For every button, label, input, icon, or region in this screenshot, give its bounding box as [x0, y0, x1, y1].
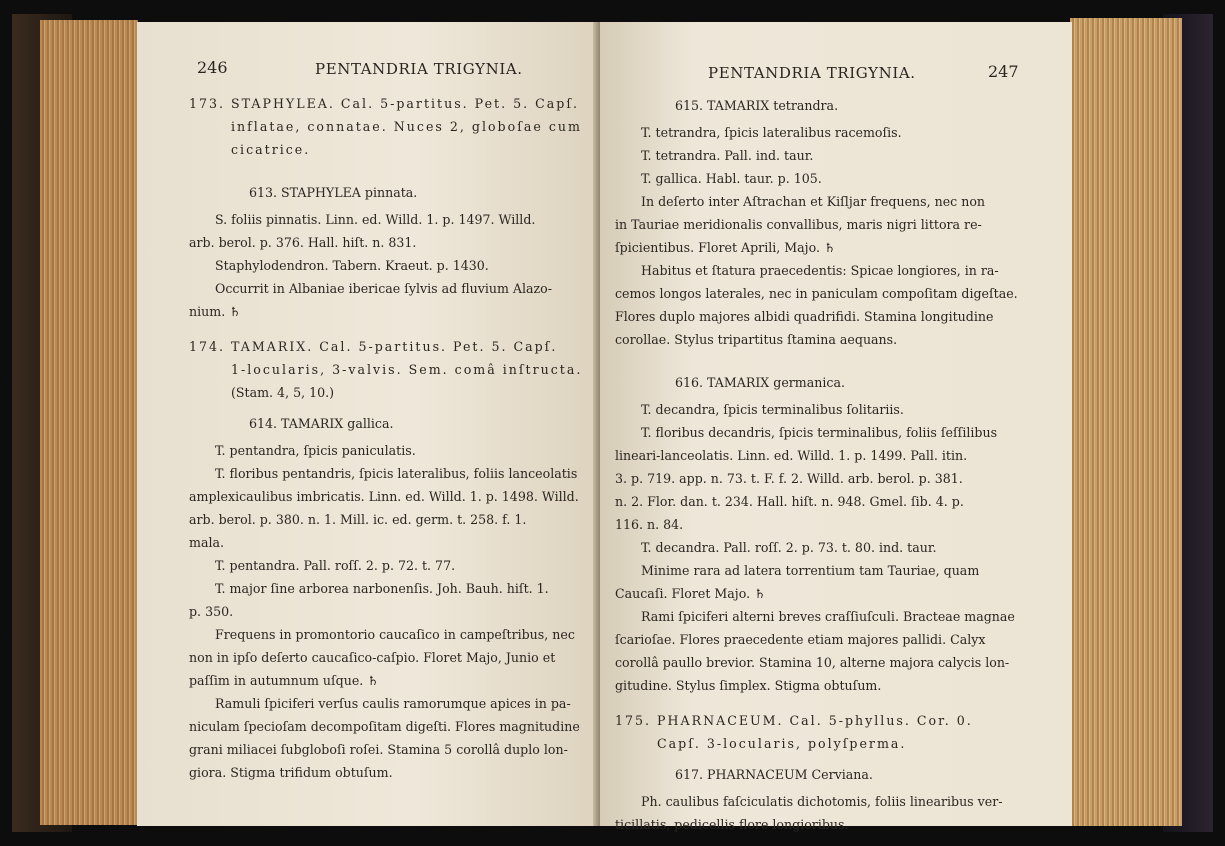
- text-line: Frequens in promontorio caucaſico in campeſtribus, nec: [215, 627, 575, 642]
- text-line: 3. p. 719. app. n. 73. t. F. f. 2. Willd. arb. berol. p. 381.: [615, 471, 963, 486]
- text-line: Minime rara ad latera torrentium tam Tauriae, quam: [641, 563, 980, 578]
- species-title: 613. STAPHYLEA pinnata.: [249, 185, 418, 200]
- text-line: Flores duplo majores albidi quadrifidi. Stamina longitudine: [615, 309, 994, 324]
- text-line: corollae. Stylus tripartitus ſtamina aequans.: [615, 332, 898, 347]
- text-line: Habitus et ſtatura praecedentis: Spicae longiores, in ra-: [641, 263, 999, 278]
- text-line: ticillatis, pedicellis flore longioribus.: [615, 817, 849, 832]
- left-page-text: [189, 92, 595, 784]
- text-line: 116. n. 84.: [615, 517, 684, 532]
- text-line: ſpicientibus. Floret Aprili, Majo. ♄: [615, 240, 836, 255]
- text-line: ſcarioſae. Flores praecedente etiam majores pallidi. Calyx: [615, 632, 986, 647]
- page-number: 246: [197, 58, 228, 77]
- text-line: S. foliis pinnatis. Linn. ed. Willd. 1. p. 1497. Willd.: [215, 212, 536, 227]
- genus-line: 1-locularis, 3-valvis. Sem. comâ inſtructa.: [231, 362, 583, 377]
- species-title: 614. TAMARIX gallica.: [249, 416, 394, 431]
- running-head: PENTANDRIA TRIGYNIA.: [708, 64, 916, 82]
- text-line: T. floribus pentandris, ſpicis lateralibus, foliis lanceolatis: [215, 466, 578, 481]
- text-line: paſſim in autumnum uſque. ♄: [189, 673, 379, 688]
- page-number: 247: [988, 62, 1019, 81]
- genus-entry-175: [615, 709, 1055, 755]
- left-page: [137, 22, 597, 826]
- text-line: arb. berol. p. 380. n. 1. Mill. ic. ed. germ. t. 258. f. 1.: [189, 512, 527, 527]
- text-line: T. decandra. Pall. roſſ. 2. p. 73. t. 80. ind. taur.: [641, 540, 937, 555]
- text-line: mala.: [189, 535, 224, 550]
- text-line: grani miliacei ſubgloboſi roſei. Stamina 5 corollâ duplo lon-: [189, 742, 568, 757]
- text-line: T. tetrandra, ſpicis lateralibus racemoſis.: [641, 125, 902, 140]
- text-line: p. 350.: [189, 604, 234, 619]
- genus-line: Capſ. 3-locularis, polyſperma.: [657, 736, 907, 751]
- genus-line: inflatae, connatae. Nuces 2, globoſae cum: [231, 119, 582, 134]
- text-line: In deſerto inter Aſtrachan et Kiſljar frequens, nec non: [641, 194, 986, 209]
- text-line: n. 2. Flor. dan. t. 234. Hall. hiſt. n. 948. Gmel. ſib. 4. p.: [615, 494, 964, 509]
- text-line: Rami ſpiciferi alterni breves craſſiuſculi. Bracteae magnae: [641, 609, 1015, 624]
- text-line: lineari-lanceolatis. Linn. ed. Willd. 1. p. 1499. Pall. itin.: [615, 448, 968, 463]
- right-page: [600, 22, 1072, 832]
- text-line: cemos longos laterales, nec in paniculam compoſitam digeſtae.: [615, 286, 1018, 301]
- running-head: PENTANDRIA TRIGYNIA.: [315, 60, 523, 78]
- text-line: amplexicaulibus imbricatis. Linn. ed. Willd. 1. p. 1498. Willd.: [189, 489, 579, 504]
- text-line: T. tetrandra. Pall. ind. taur.: [641, 148, 814, 163]
- right-page-text: [615, 94, 1055, 836]
- text-line: Ph. caulibus faſciculatis dichotomis, foliis linearibus ver-: [641, 794, 1003, 809]
- genus-line: (Stam. 4, 5, 10.): [231, 385, 335, 400]
- text-line: corollâ paullo brevior. Stamina 10, alterne majora calycis lon-: [615, 655, 1010, 670]
- genus-entry-174: [189, 335, 595, 404]
- text-line: T. pentandra. Pall. roſſ. 2. p. 72. t. 77.: [215, 558, 456, 573]
- text-line: arb. berol. p. 376. Hall. hiſt. n. 831.: [189, 235, 417, 250]
- genus-line: 173. STAPHYLEA. Cal. 5-partitus. Pet. 5. Capſ.: [189, 96, 579, 111]
- text-line: non in ipſo deſerto caucaſico-caſpio. Floret Majo, Junio et: [189, 650, 556, 665]
- text-line: T. decandra, ſpicis terminalibus ſolitariis.: [641, 402, 904, 417]
- text-line: T. pentandra, ſpicis paniculatis.: [215, 443, 416, 458]
- text-line: T. gallica. Habl. taur. p. 105.: [641, 171, 822, 186]
- species-title: 616. TAMARIX germanica.: [675, 375, 845, 390]
- text-line: Occurrit in Albaniae ibericae ſylvis ad fluvium Alazo-: [215, 281, 553, 296]
- text-line: Staphylodendron. Tabern. Kraeut. p. 1430.: [215, 258, 489, 273]
- page-edges-left: [40, 20, 138, 825]
- text-line: Caucaſi. Floret Majo. ♄: [615, 586, 766, 601]
- text-line: in Tauriae meridionalis convallibus, maris nigri littora re-: [615, 217, 982, 232]
- text-line: T. floribus decandris, ſpicis terminalibus, foliis ſeſſilibus: [641, 425, 998, 440]
- text-line: T. major ſine arborea narbonenſis. Joh. Bauh. hiſt. 1.: [215, 581, 549, 596]
- species-title: 615. TAMARIX tetrandra.: [675, 98, 839, 113]
- genus-line: cicatrice.: [231, 142, 311, 157]
- text-line: niculam ſpecioſam decompoſitam digeſti. Flores magnitudine: [189, 719, 580, 734]
- genus-line: 175. PHARNACEUM. Cal. 5-phyllus. Cor. 0.: [615, 713, 973, 728]
- text-line: giora. Stigma trifidum obtuſum.: [189, 765, 393, 780]
- page-edges-right: [1070, 18, 1182, 826]
- text-line: nium. ♄: [189, 304, 241, 319]
- text-line: gitudine. Stylus ſimplex. Stigma obtuſum.: [615, 678, 882, 693]
- text-line: Ramuli ſpiciferi verſus caulis ramorumque apices in pa-: [215, 696, 571, 711]
- genus-line: 174. TAMARIX. Cal. 5-partitus. Pet. 5. Capſ.: [189, 339, 558, 354]
- species-title: 617. PHARNACEUM Cerviana.: [675, 767, 873, 782]
- genus-entry-173: [189, 92, 595, 161]
